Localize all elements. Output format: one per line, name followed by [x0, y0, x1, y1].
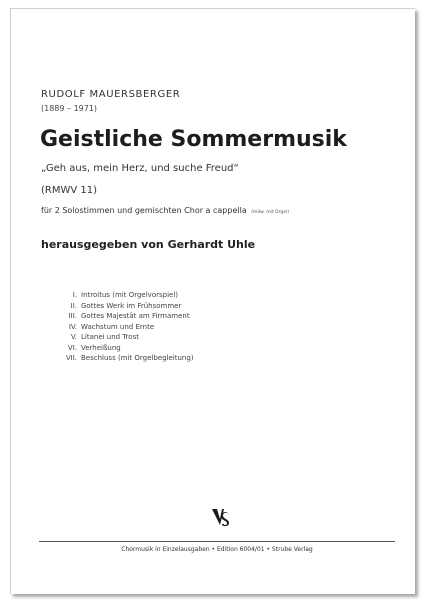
catalog-number: (RMWV 11)	[41, 185, 98, 196]
scoring-text: für 2 Solostimmen und gemischten Chor a cappella	[41, 206, 247, 215]
movement-list	[51, 290, 194, 364]
movement-item	[51, 332, 194, 343]
movement-number: VII.	[65, 354, 77, 362]
composer-name: RUDOLF MAUERSBERGER	[41, 89, 181, 100]
movement-item	[51, 322, 194, 333]
movement-number: III.	[68, 312, 77, 320]
movement-number: I.	[72, 291, 77, 299]
movement-item	[51, 343, 194, 354]
movement-number: II.	[70, 301, 77, 310]
footer-divider	[39, 541, 395, 542]
movement-item	[51, 301, 194, 312]
movement-title: Verheißung	[81, 343, 121, 352]
movement-item	[51, 311, 194, 322]
work-title: Geistliche Sommermusik	[40, 127, 347, 152]
movement-title: Gottes Werk im Frühsommer	[81, 301, 182, 310]
scoring-line	[41, 206, 289, 215]
movement-title: Wachstum und Ernte	[81, 322, 155, 331]
movement-title: Gottes Majestät am Firmament	[81, 312, 190, 320]
movement-number: VI.	[67, 343, 77, 352]
movement-number: IV.	[68, 322, 77, 331]
movement-item	[51, 353, 194, 364]
movement-item	[51, 290, 194, 301]
publisher-footer: Chormusik in Einzelausgaben • Edition 6004/01 • Strube Verlag	[121, 546, 313, 553]
work-subtitle: „Geh aus, mein Herz, und suche Freud“	[41, 163, 239, 174]
movement-title: Introitus (mit Orgelvorspiel)	[81, 291, 178, 299]
movement-title: Beschluss (mit Orgelbegleitung)	[81, 354, 194, 362]
publisher-logo-icon	[211, 507, 231, 529]
movement-number: V.	[70, 333, 77, 341]
score-cover-page	[10, 8, 415, 594]
movement-title: Litanei und Trost	[81, 333, 139, 341]
scoring-note: (teilw. mit Orgel)	[251, 210, 289, 215]
composer-dates: (1889 – 1971)	[41, 104, 98, 113]
editor-line: herausgegeben von Gerhardt Uhle	[41, 238, 256, 251]
